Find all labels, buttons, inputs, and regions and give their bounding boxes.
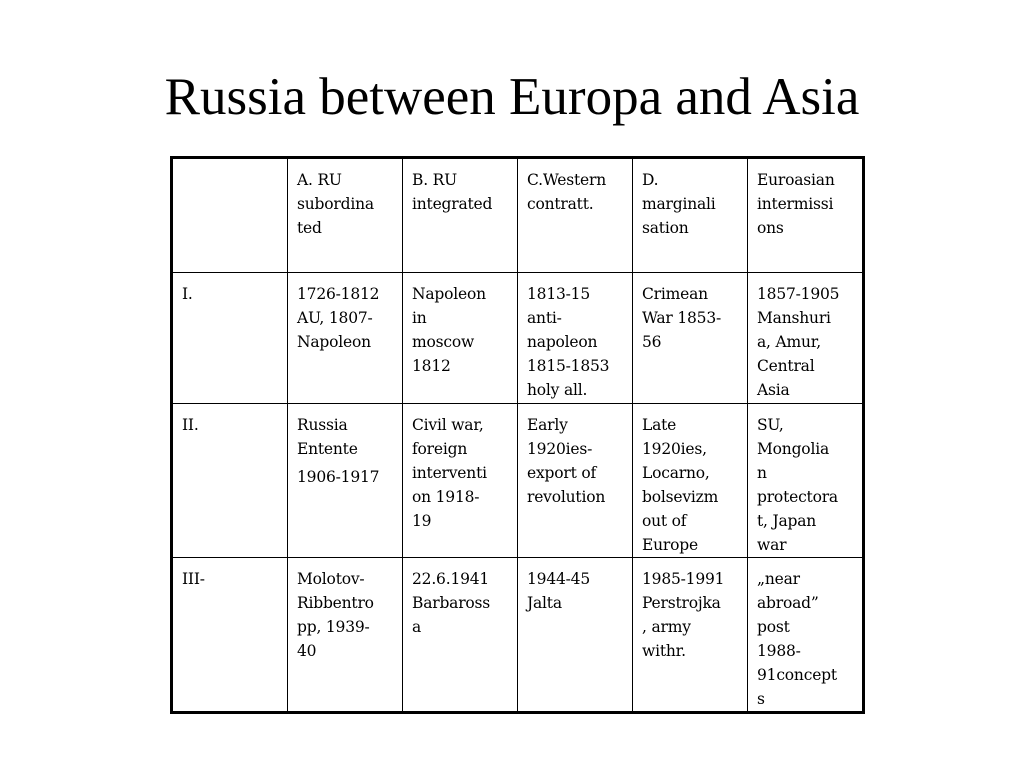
cell-text: 1813-15 <box>527 285 591 303</box>
cell-text: Napoleon <box>297 333 371 351</box>
cell-text: moscow <box>412 333 475 351</box>
cell-text: 91concept <box>757 666 837 684</box>
cell-text: in <box>412 309 427 327</box>
cell-text: Manshuri <box>757 309 831 327</box>
cell-text: a <box>412 618 422 636</box>
cell-text: 1988- <box>757 642 801 660</box>
table-cell <box>403 404 518 558</box>
cell-text: subordina <box>297 195 374 213</box>
cell-text: Napoleon <box>412 285 486 303</box>
table-row-1 <box>172 273 864 404</box>
cell-text: t, Japan <box>757 512 817 530</box>
cell-text: ted <box>297 219 322 237</box>
table-cell <box>403 558 518 713</box>
cell-text: 1812 <box>412 357 451 375</box>
table-cell <box>403 273 518 404</box>
table-cell <box>748 558 864 713</box>
cell-text: II. <box>182 416 199 434</box>
cell-text: Russia <box>297 416 348 434</box>
table-row-3 <box>172 558 864 713</box>
header-cell-empty <box>172 158 288 273</box>
row-label <box>172 404 288 558</box>
cell-text: marginali <box>642 195 716 213</box>
header-cell-b <box>403 158 518 273</box>
cell-text: anti- <box>527 309 562 327</box>
cell-text: out of <box>642 512 687 530</box>
header-cell-a <box>288 158 403 273</box>
table-header-row <box>172 158 864 273</box>
cell-text: intermissi <box>757 195 834 213</box>
cell-text: bolsevizm <box>642 488 719 506</box>
cell-text: pp, 1939- <box>297 618 370 636</box>
table-cell <box>288 404 403 558</box>
slide-title: Russia between Europa and Asia <box>164 68 860 126</box>
cell-text: on 1918- <box>412 488 480 506</box>
cell-text: s <box>757 690 765 708</box>
row-label <box>172 558 288 713</box>
cell-text: Early <box>527 416 568 434</box>
cell-text: Central <box>757 357 815 375</box>
table-cell <box>518 404 633 558</box>
table-cell <box>748 404 864 558</box>
cell-text: I. <box>182 285 193 303</box>
cell-text: interventi <box>412 464 487 482</box>
cell-text: napoleon <box>527 333 598 351</box>
cell-text: 22.6.1941 <box>412 570 490 588</box>
cell-text: Ribbentro <box>297 594 374 612</box>
cell-text: Molotov- <box>297 570 365 588</box>
cell-text: Entente <box>297 440 358 458</box>
table-cell <box>748 273 864 404</box>
cell-text: , army <box>642 618 691 636</box>
cell-text: Europe <box>642 536 698 554</box>
cell-text: protectora <box>757 488 838 506</box>
cell-text: revolution <box>527 488 606 506</box>
cell-text: contratt. <box>527 195 594 213</box>
row-label <box>172 273 288 404</box>
cell-text: withr. <box>642 642 686 660</box>
header-cell-euroasian <box>748 158 864 273</box>
cell-text: ons <box>757 219 784 237</box>
cell-text: 19 <box>412 512 432 530</box>
cell-text: „near <box>757 570 800 588</box>
table-cell <box>633 273 748 404</box>
cell-text: abroad” <box>757 594 819 612</box>
cell-text: Jalta <box>527 594 562 612</box>
cell-text: 1906-1917 <box>297 468 380 486</box>
cell-text: foreign <box>412 440 468 458</box>
cell-text: war <box>757 536 787 554</box>
cell-text: sation <box>642 219 689 237</box>
cell-text: Late <box>642 416 677 434</box>
cell-text: D. <box>642 171 659 189</box>
cell-text: n <box>757 464 767 482</box>
cell-text: 1920ies, <box>642 440 707 458</box>
cell-text: A. RU <box>297 171 342 189</box>
cell-text: 1726-1812 <box>297 285 380 303</box>
cell-text: Perstrojka <box>642 594 721 612</box>
table-cell <box>518 273 633 404</box>
cell-text: SU, <box>757 416 784 434</box>
cell-text: 40 <box>297 642 317 660</box>
cell-text: 1815-1853 <box>527 357 610 375</box>
cell-text: Mongolia <box>757 440 829 458</box>
table-cell <box>633 404 748 558</box>
cell-text: 1985-1991 <box>642 570 725 588</box>
header-cell-d <box>633 158 748 273</box>
table-row-2 <box>172 404 864 558</box>
table-cell <box>288 273 403 404</box>
cell-text: 1920ies- <box>527 440 593 458</box>
cell-text: III- <box>182 570 205 588</box>
cell-text: AU, 1807- <box>297 309 373 327</box>
cell-text: 1857-1905 <box>757 285 840 303</box>
header-cell-c <box>518 158 633 273</box>
cell-text: 1944-45 <box>527 570 591 588</box>
cell-text: B. RU <box>412 171 457 189</box>
cell-text: Civil war, <box>412 416 484 434</box>
cell-text: 56 <box>642 333 662 351</box>
cell-text: Asia <box>757 381 790 399</box>
table-cell <box>633 558 748 713</box>
cell-text: Locarno, <box>642 464 710 482</box>
cell-text: export of <box>527 464 597 482</box>
cell-text: post <box>757 618 790 636</box>
cell-text: C.Western <box>527 171 607 189</box>
table-cell <box>518 558 633 713</box>
cell-text: Barbaross <box>412 594 491 612</box>
cell-text: War 1853- <box>642 309 722 327</box>
table-cell <box>288 558 403 713</box>
cell-text: integrated <box>412 195 493 213</box>
cell-text: Euroasian <box>757 171 835 189</box>
history-table <box>170 156 865 714</box>
cell-text: holy all. <box>527 381 588 399</box>
cell-text: a, Amur, <box>757 333 822 351</box>
cell-text: Crimean <box>642 285 708 303</box>
